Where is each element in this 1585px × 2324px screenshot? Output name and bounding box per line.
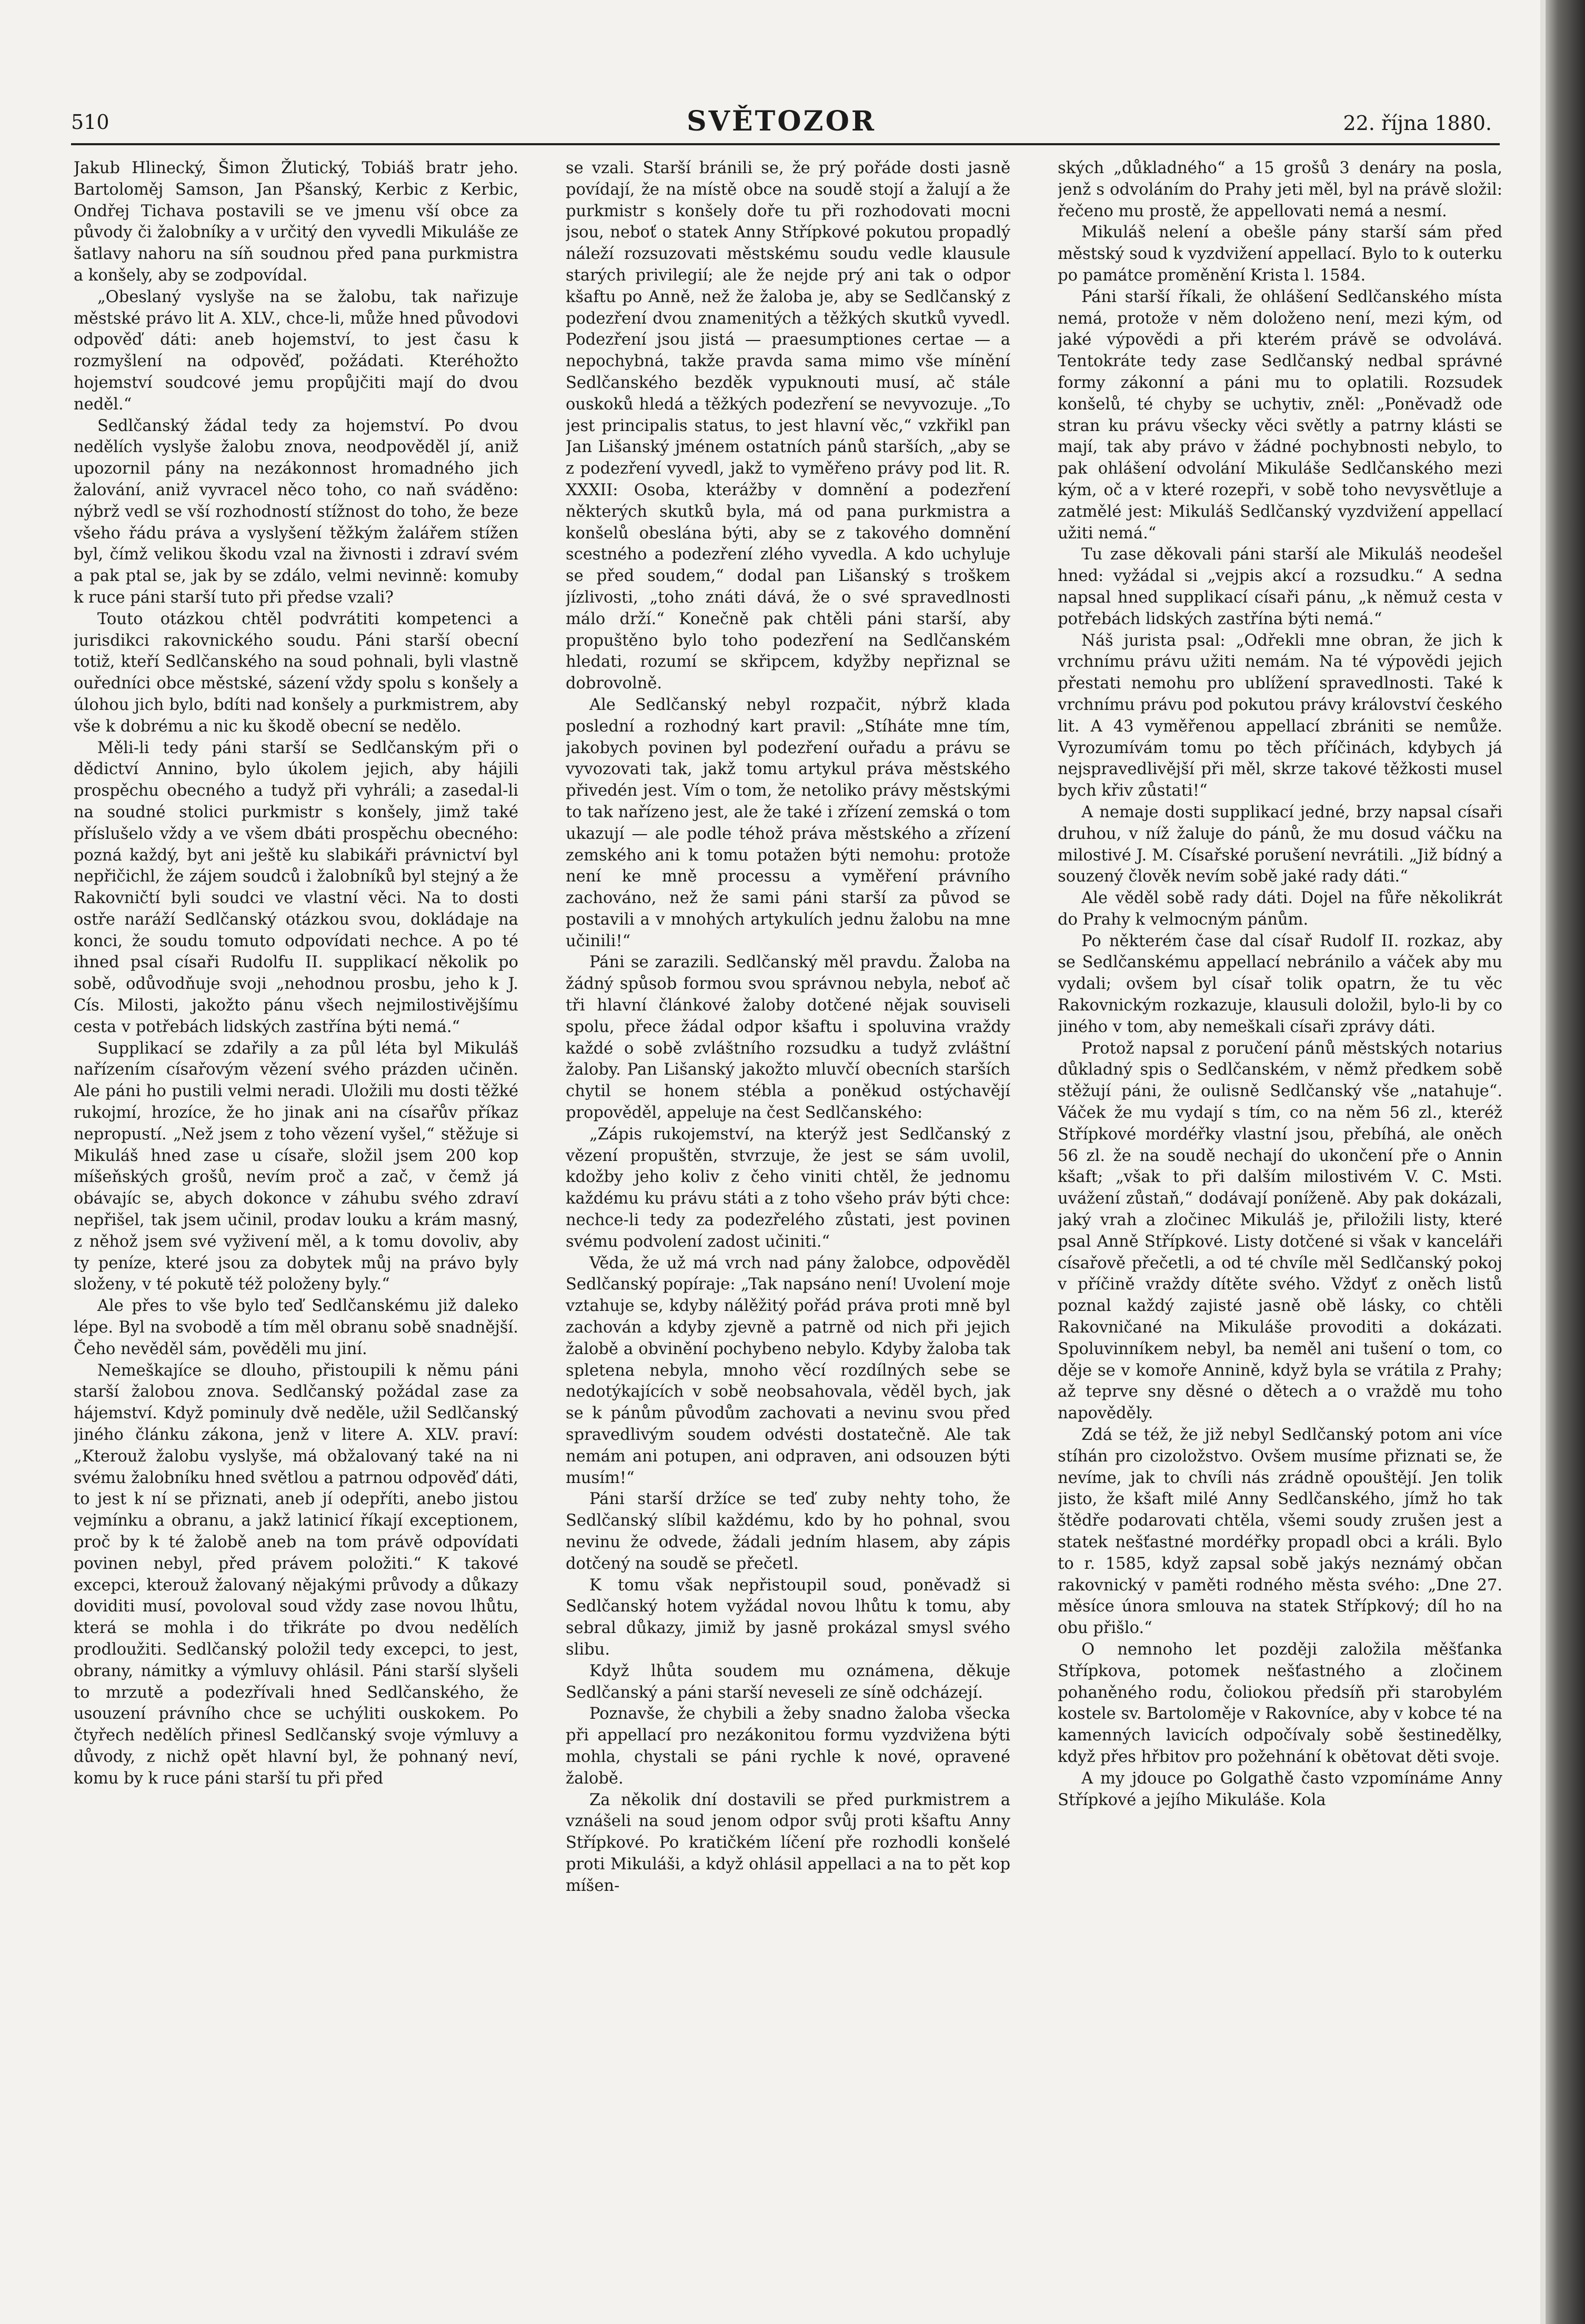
paragraph: Supplikací se zdařily a za půl léta byl Mikuláš nařízením císařovým vězení svého prázden učiněn. Ale páni ho pustili velmi neradi. Uložili mu dosti těžké rukojmí, hrozíce, že ho jinak ani na císařův příkaz nepropustí. „Než jsem z toho vězení vyšel,“ stěžuje si Mikuláš hned zase u císaře, složil jsem 200 kop míšeňských grošů, nevím proč a zač, v čemž já obávajíc se, abych dokonce v záhubu svého zdraví nepřišel, tak jsem učinil, prodav louku a krám masný, z něhož jsem své vyživení měl, a k tomu dovoliv, aby ty peníze, které jsou za dobytek můj na právo byly složeny, v té pokutě též položeny byly.“ xyxy=(74,1039,518,1294)
paragraph: K tomu však nepřistoupil soud, poněvadž si Sedlčanský hotem vyžádal novou lhůtu k tomu, aby sebral důkazy, jimiž by jasně prokázal smysl svého slibu. xyxy=(566,1576,1010,1659)
paragraph: Protož napsal z poručení pánů městských notarius důkladný spis o Sedlčanském, v němž předkem sobě stěžují páni, že oulisně Sedlčanský vše „natahuje“. Váček že mu vydají s tím, co na něm 56 zl., kteréž Střípkové mordéřky vlastní jsou, přebíhá, ale oněch 56 zl. že na soudě nechají do ukončení pře o Annin kšaft; „však to při dalším milostivém V. C. Msti. uvážení zůstaň,“ dodávají poníženě. Aby pak dokázali, jaký vrah a zločinec Mikuláš je, přiložili listy, které psal Anně Střípkové. Listy dotčené si však v kanceláři císařově přečetli, a od té chvíle měl Sedlčanský pokoj v příčině vraždy dítěte svého. Vždyť z oněch listů poznal každý zajisté jasně obě lásky, co chtěli Rakovničané na Mikuláše provoditi a dokázati. Spoluvinníkem nebyl, ba neměl ani tušení o tom, co děje se v komoře Annině, když byla se vrátila z Prahy; až teprve sny děsné o dětech a o vraždě mu toho napověděly. xyxy=(1058,1039,1502,1423)
column-2 xyxy=(566,158,1010,2242)
paragraph: Tu zase děkovali páni starší ale Mikuláš neodešel hned: vyžádal si „vejpis akcí a rozsudku.“ A sedna napsal hned supplikací císaři pánu, „k němuž cesta v potřebách lidských zastřína býti nemá.“ xyxy=(1058,545,1502,628)
paragraph: Páni se zarazili. Sedlčanský měl pravdu. Žaloba na žádný spůsob formou svou správnou nebyla, neboť ač tři hlavní článkové žaloby dotčené nějak souviseli spolu, přece žádal odpor kšaftu i spoluvina vraždy každé o sobě zvláštního rozsudku a tudyž zvláštní žaloby. Pan Lišanský jakožto mluvčí obecních starších chytil se honem stébla a poněkud ostýchavějí propověděl, appeluje na čest Sedlčanského: xyxy=(566,953,1010,1123)
paragraph: ských „důkladného“ a 15 grošů 3 denáry na posla, jenž s odvoláním do Prahy jeti měl, byl na právě složil: řečeno mu prostě, že appellovati nemá a nesmí. xyxy=(1058,159,1502,221)
paragraph: Sedlčanský žádal tedy za hojemství. Po dvou nedělích vyslyše žalobu znova, neodpověděl jí, aniž upozornil pány na nezákonnost hromadného jich žalování, aniž vyvracel něco toho, co naň sváděno: nýbrž vedl se vší rozhodností stížnost do toho, že beze všeho řádu práva a vyslyšení těžkým žalářem stížen byl, čímž velikou škodu vzal na živnosti i zdraví svém a pak ptal se, jak by se zdálo, velmi nevinně: komuby k ruce páni starší tuto při předse vzali? xyxy=(74,416,518,607)
paragraph: Touto otázkou chtěl podvrátiti kompetenci a jurisdikci rakovnického soudu. Páni starší obecní totiž, kteří Sedlčanského na soud pohnali, byli vlastně ouředníci obce městské, sázení vždy spolu s konšely a úlohou jich bylo, bdíti nad konšely a purkmistrem, aby vše k dobrému a nic ku škodě obecní se nedělo. xyxy=(74,609,518,736)
paragraph: se vzali. Starší bránili se, že prý pořáde dosti jasně povídají, že na místě obce na soudě stojí a žalují a že purkmistr s konšely doře tu při rozhodovati mocni jsou, neboť o statek Anny Střípkové pokutou propadlý náleží rozsuzovati městskému soudu vedle klausule starých privilegií; ale že nejde prý ani tak o odpor kšaftu po Anně, než že žaloba je, aby se Sedlčanský z podezření dvou znamenitých a těžkých skutků vyvedl. Podezření jsou jistá — praesumptiones certae — a nepochybná, takže pravda sama mimo vše mínění Sedlčanského bezděk vypuknouti musí, ač stále ouskoků hledá a těžkých podezření se nevyvozuje. „To jest principalis status, to jest hlavní věc,“ vzkřikl pan Jan Lišanský jménem ostatních pánů starších, „aby se z podezření vyvedl, jakž to vyměřeno právy pod lit. R. XXXII: Osoba, kterážby v domnění a podezření některých skutků byla, má od pana purkmistra a konšelů obeslána býti, aby se z takového domnění scestného a podezření zlého vyvedla. A kdo uchyluje se před soudem,“ dodal pan Lišanský s troškem jízlivosti, „toho znáti dává, že o své spravedlnosti málo drží.“ Konečně pak chtěli páni starší, aby propuštěno bylo toho podezření na Sedlčanském hledati, rozumí se skřipcem, kdyžby nepřiznal se dobrovolně. xyxy=(566,159,1010,693)
paragraph: Měli-li tedy páni starší se Sedlčanským při o dědictví Annino, bylo úkolem jejich, aby hájili prospěchu obecného a tudyž při vyhráli; a zasedal-li na soudné stolici purkmistr s konšely, jimž také příslušelo vždy a ve všem dbáti prospěchu obecného: pozná každý, byt ani ještě ku slabikáři právnictví byl nepřičichl, že zájem soudců i žalobníků byl stejný a že Rakovničtí byli soudci ve vlastní věci. Na to dosti ostře naráží Sedlčanský otázkou svou, dokládaje na konci, že soudu tomuto odpovídati nechce. A po té ihned psal císaři Rudolfu II. supplikací několik po sobě, odůvodňuje svoji „nehodnou prosbu, jeho k J. Cís. Milosti, jakožto pánu všech nejmilostivějšímu cesta v potřebách lidských zastřína býti nemá.“ xyxy=(74,738,518,1036)
header-rule xyxy=(71,143,1500,145)
article-columns xyxy=(74,158,1505,2242)
page-edge-shadow xyxy=(1540,0,1585,2324)
paragraph: Věda, že už má vrch nad pány žalobce, odpověděl Sedlčanský popíraje: „Tak napsáno není! Uvolení moje vztahuje se, kdyby nálěžitý pořád práva proti mně byl zachován a kdyby zjevně a patrně od nich při jejich žalobě a obvinění pochybeno nebylo. Kdyby žaloba tak spletena nebyla, mnoho věcí rozdílných sebe se nedotýkajících v sobě neobsahovala, věděl bych, jak se k pánům původům zachovati a nevinu svou před spravedlivým soudem odvésti dostatečně. Ale tak nemám ani potupen, ani odpraven, ani odsouzen býti musím!“ xyxy=(566,1254,1010,1487)
paragraph: Poznavše, že chybili a žeby snadno žaloba všecka při appellací pro nezákonitou formu vyzdvižena býti mohla, chystali se páni rychle k nové, opravené žalobě. xyxy=(566,1705,1010,1788)
column-1 xyxy=(74,158,518,2242)
paragraph: Ale věděl sobě rady dáti. Dojel na fůře několikrát do Prahy k velmocným pánům. xyxy=(1058,889,1502,929)
issue-date: 22. října 1880. xyxy=(1343,112,1492,135)
paragraph: Páni starší držíce se teď zuby nehty toho, že Sedlčanský slíbil každému, kdo by ho pohnal, svou nevinu že odvede, žádali jedním hlasem, aby zápis dotčený na soudě se přečetl. xyxy=(566,1490,1010,1573)
paragraph: Ale Sedlčanský nebyl rozpačit, nýbrž klada poslední a rozhodný kart pravil: „Stíháte mne tím, jakobych povinen byl podezření ouřadu a právu se vyvozovati tak, jakž tomu artykul práva městského přivedén jest. Vím o tom, že netoliko právy městskými to tak nařízeno jest, ale že také i zřízení zemská o tom ukazují — ale podle téhož práva městského a zřízení zemského ani k tomu potažen býti nemohu: protože není ke mně processu a vyměření právního zachováno, než že sami páni starší za původ se postavili a v mnohých artykulích jednu žalobu na mne učinili!“ xyxy=(566,695,1010,950)
paragraph: Náš jurista psal: „Odřekli mne obran, že jich k vrchnímu právu užiti nemám. Na té výpovědi jejich přestati nemohu pro ublížení spravedlnosti. Také k vrchnímu právu pod pokutou právy království českého lit. A 43 vyměřenou appellací zbrániti se nemůže. Vyrozumívám tomu po těch příčinách, kdybych já nejspravedlivější při měl, skrze takové těžkosti musel bych křiv zůstati!“ xyxy=(1058,631,1502,800)
page-number: 510 xyxy=(71,111,109,134)
paragraph: „Obeslaný vyslyše na se žalobu, tak nařizuje městské právo lit A. XLV., chce-li, může hned původovi odpověď dáti: aneb hojemství, to jest času k rozmyšlení na odpověď, požádati. Kteréhožto hojemství soudcové jemu propůjčiti mají do dvou neděl.“ xyxy=(74,287,518,414)
paragraph: Za několik dní dostavili se před purkmistrem a vznášeli na soud jenom odpor svůj proti kšaftu Anny Střípkové. Po kratičkém líčení pře rozhodli konšelé proti Mikuláši, a když ohlásil appellaci a na to pět kop míšen- xyxy=(566,1790,1010,1895)
paragraph: A my jdouce po Golgathě často vzpomínáme Anny Střípkové a jejího Mikuláše. Kola xyxy=(1058,1769,1502,1809)
paragraph: O nemnoho let později založila měšťanka Střípkova, potomek nešťastného a zločinem pohaněného rodu, čoliokou předsíň při starobylém kostele sv. Bartoloměje v Rakovníce, aby v kobce té na kamenných lavicích odpočívaly sobě šestinedělky, když přes hřbitov pro požehnání k obětovat děti svoje. xyxy=(1058,1640,1502,1766)
paragraph: A nemaje dosti supplikací jedné, brzy napsal císaři druhou, v níž žaluje do pánů, že mu dosud váčku na milostivé J. M. Císařské porušení nevrátili. „Již bídný a souzený člověk nevím sobě jaké rady dáti.“ xyxy=(1058,803,1502,886)
page-header xyxy=(71,105,1492,142)
page-edge-highlight xyxy=(1540,0,1546,2324)
journal-title: SVĚTOZOR xyxy=(687,105,876,137)
paragraph: Ale přes to vše bylo teď Sedlčanskému již daleko lépe. Byl na svobodě a tím měl obranu sobě snadnější. Čeho nevěděl sám, pověděli mu jiní. xyxy=(74,1297,518,1358)
paragraph: Páni starší říkali, že ohlášení Sedlčanského místa nemá, protože v něm doloženo není, mezi kým, od jaké výpovědi a při kterém právě se odvolává. Tentokráte tedy zase Sedlčanský nedbal správné formy zákonní a páni mu to oplatili. Rozsudek konšelů, té chyby se uchytiv, zněl: „Poněvadž ode stran ku právu všecky věci světly a patrny klásti se mají, tak aby právo v žádné pochybnosti nebylo, to pak ohlášení odvolání Mikuláše Sedlčanského mezi kým, oč a v které rozepři, v sobě toho nevysvětluje a zatmělé jest: Mikuláš Sedlčanský vyzdvižení appellací užiti nemá.“ xyxy=(1058,287,1502,543)
paragraph: Když lhůta soudem mu oznámena, děkuje Sedlčanský a páni starší neveseli ze síně odcházejí. xyxy=(566,1661,1010,1702)
paragraph: Zdá se též, že již nebyl Sedlčanský potom ani více stíhán pro cizoložstvo. Ovšem musíme přiznati se, že nevíme, jak to chvíli nás zrádně opouštějí. Jen tolik jisto, že kšaft milé Anny Sedlčanského, jímž ho tak štědře podarovati chtěla, všemi soudy zrušen jest a statek nešťastné mordéřky propadl obci a králi. Bylo to r. 1585, když zapsal sobě jakýs neznámý občan rakovnický v paměti rodného města svého: „Dne 27. měsíce února smlouva na statek Střípkový; díl ho na obu přišlo.“ xyxy=(1058,1426,1502,1638)
paragraph: „Zápis rukojemství, na kterýž jest Sedlčanský z vězení propuštěn, stvrzuje, že jest se sám uvolil, kdožby jeho koliv z čeho viniti chtěl, že jednomu každému ku právu státi a z toho všeho práv býti chce: nechce-li tedy za podezřelého zůstati, jest povinen svému podvolení zadost učiniti.“ xyxy=(566,1125,1010,1251)
column-3 xyxy=(1058,158,1502,2242)
paragraph: Po některém čase dal císař Rudolf II. rozkaz, aby se Sedlčanskému appellací nebránilo a váček aby mu vydali; ovšem byl císař tolik opatrn, že tu věc Rakovnickým rozkazuje, klausuli doložil, bylo-li by co jiného v tom, aby nemeškali císaři zprávy dáti. xyxy=(1058,931,1502,1036)
paragraph: Nemeškajíce se dlouho, přistoupili k němu páni starší žalobou znova. Sedlčanský požádal zase za hájemství. Když pominuly dvě neděle, užil Sedlčanský jiného článku zákona, jenž v litere A. XLV. praví: „Kterouž žalobu vyslyše, má obžalovaný také na ni svému žalobníku hned světlou a patrnou odpověď dáti, to jest k ní se přiznati, aneb jí odepříti, anebo jistou vejmínku a obranu, a jakž latinicí říkají exceptionem, proč by k té žalobě aneb na tom právě odpovídati povinen nebyl, před právem položiti.“ K takové excepci, kterouž žalovaný nějakými průvody a důkazy doviditi musí, povoloval soud vždy zase novou lhůtu, která se mohla i do třikráte po dvou nedělích prodloužiti. Sedlčanský položil tedy excepci, to jest, obrany, námitky a výmluvy ohlásil. Páni starší slyšeli to mrzutě a podezřívali hned Sedlčanského, že usouzení právního chce se uchýliti ouskokem. Po čtyřech nedělích přinesl Sedlčanský svoje výmluvy a důvody, z nichž opět hlavní byl, že pohnaný neví, komu by k ruce páni starší tu při před xyxy=(74,1361,518,1788)
paragraph: Mikuláš nelení a obešle pány starší sám před městský soud k vyzdvižení appellací. Bylo to k outerku po památce proměnění Krista l. 1584. xyxy=(1058,223,1502,285)
paragraph: Jakub Hlinecký, Šimon Žlutický, Tobiáš bratr jeho. Bartoloměj Samson, Jan Pšanský, Kerbic z Kerbic, Ondřej Tichava postavili se ve jmenu vší obce za původy či žalobníky a v určitý den vyvedli Mikuláše ze šatlavy nahoru na síň soudnou před pana purkmistra a konšely, aby se zodpovídal. xyxy=(74,159,518,285)
